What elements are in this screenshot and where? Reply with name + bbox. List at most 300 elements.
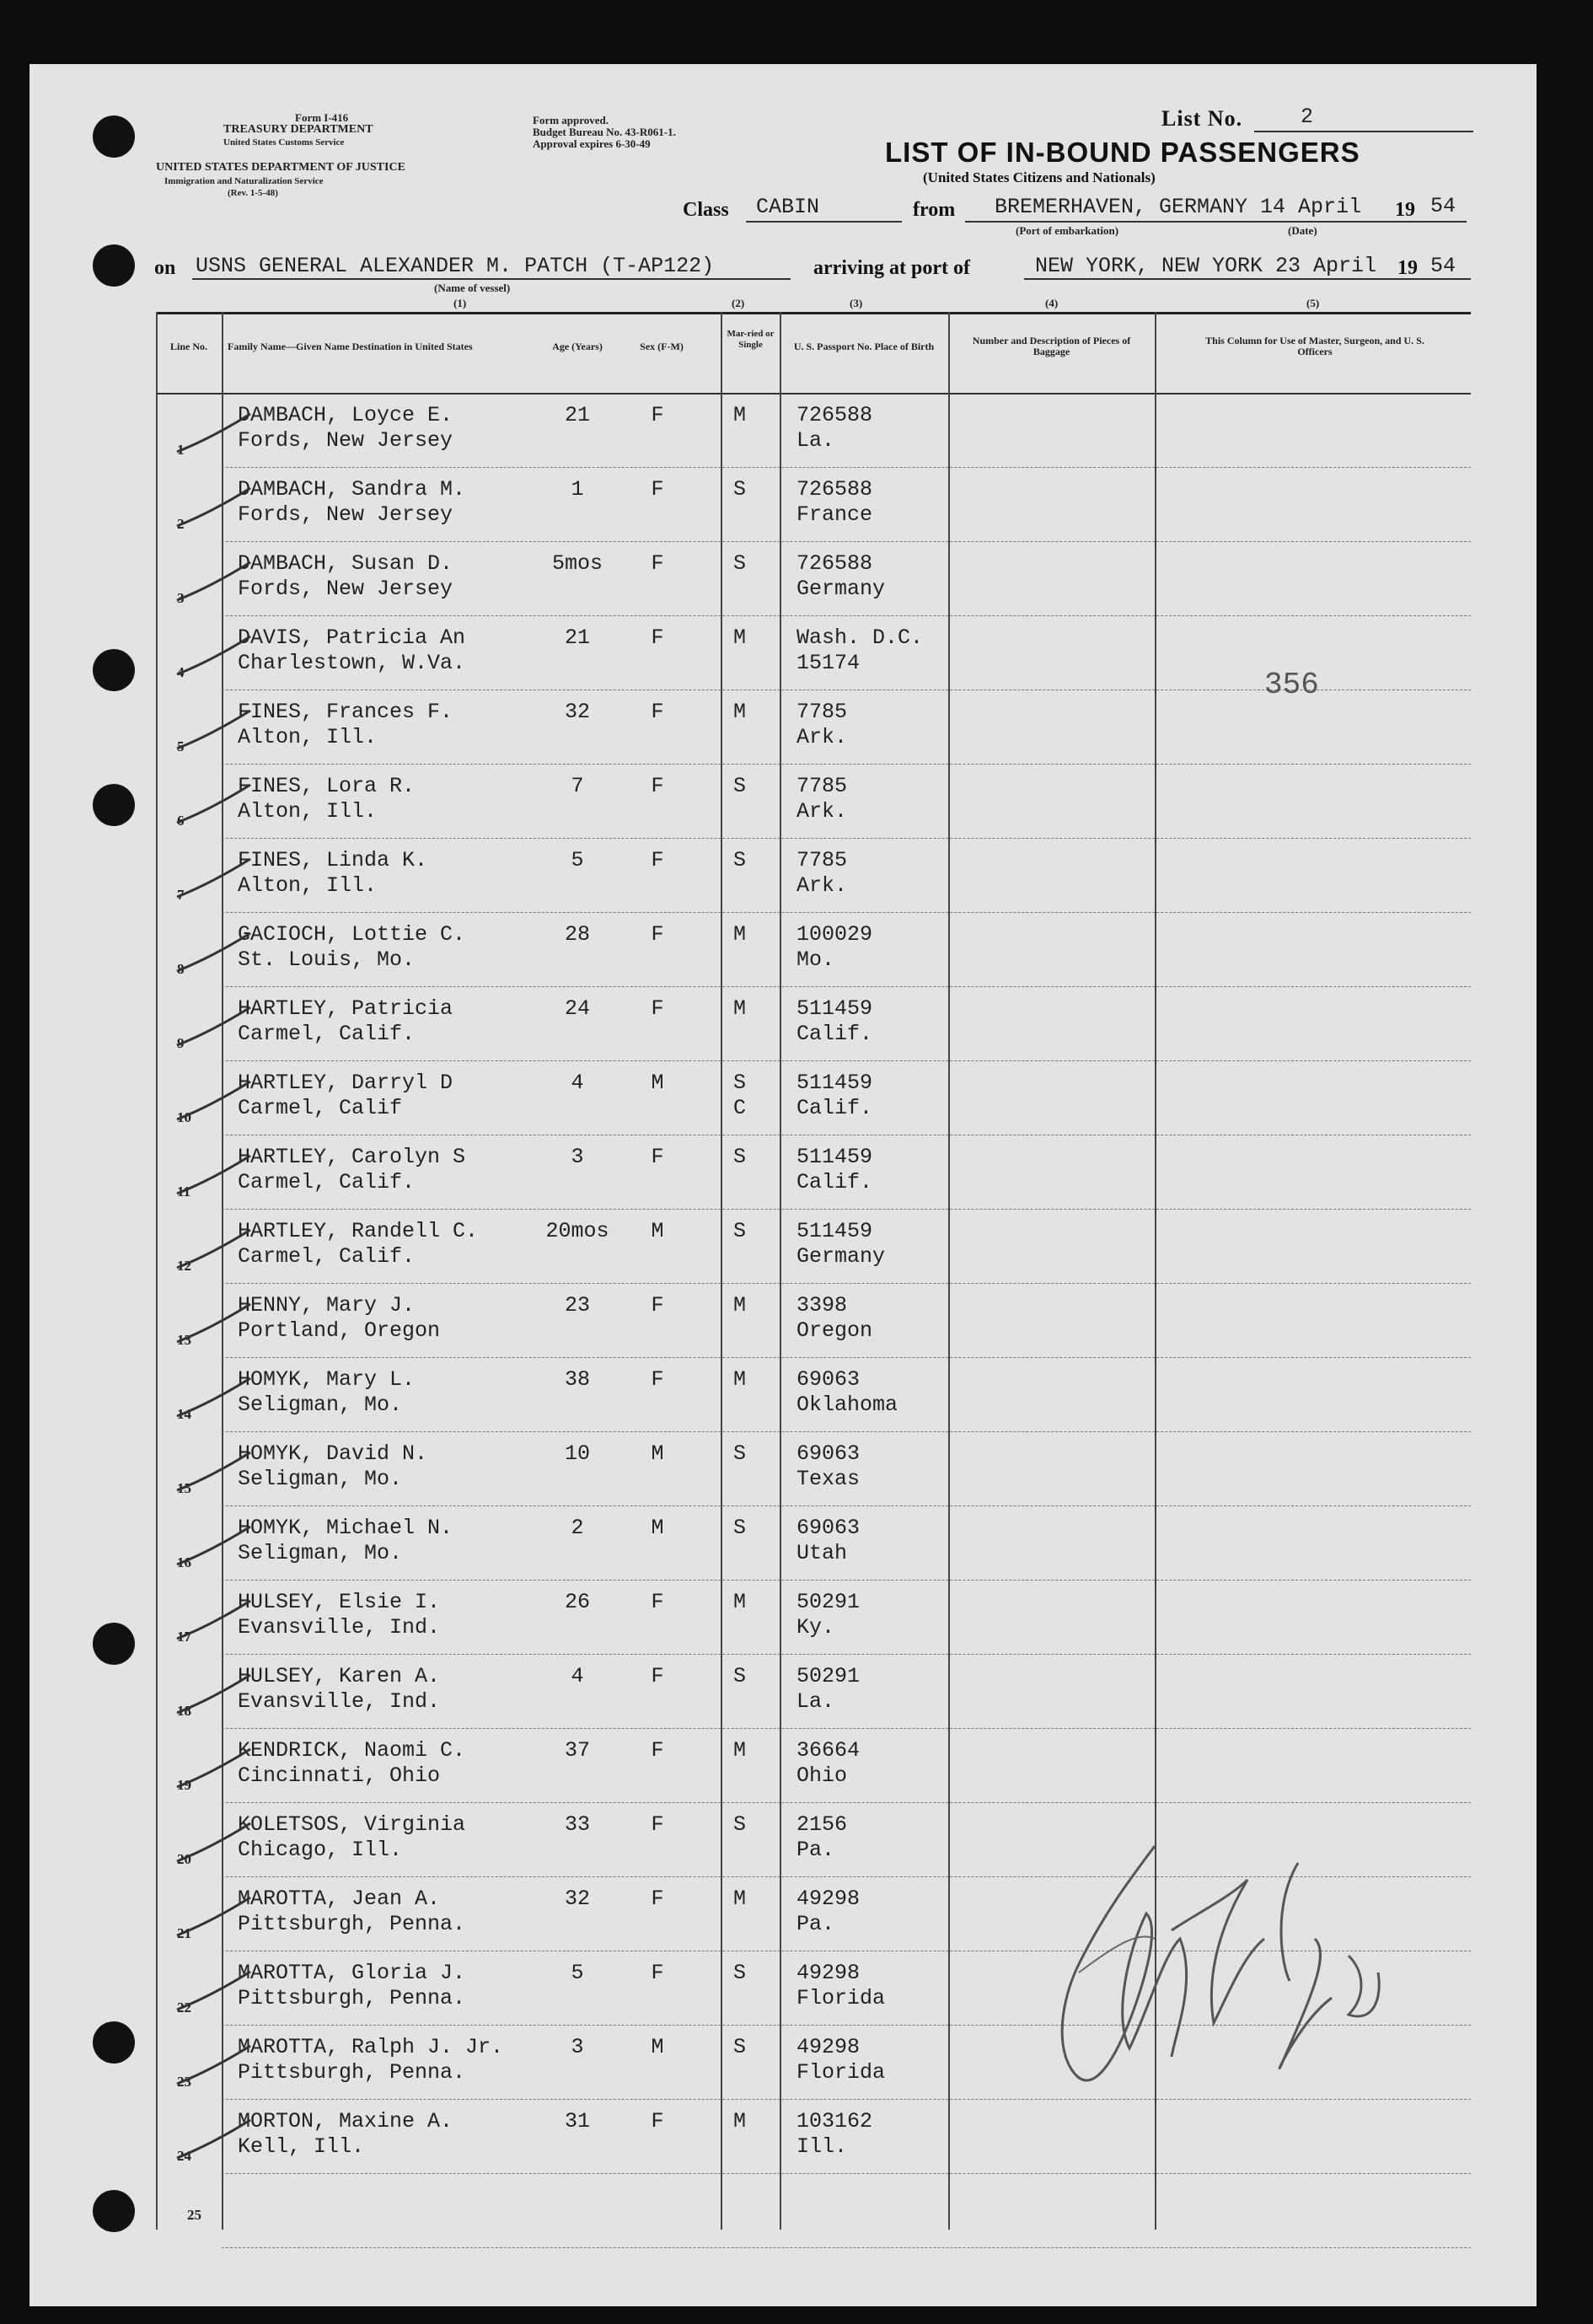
line-number: 5 xyxy=(177,738,185,754)
passenger-sex: F xyxy=(651,848,664,872)
table-row xyxy=(0,1654,1593,1728)
line-number: 21 xyxy=(177,1925,191,1941)
col-header-sex: Sex (F-M) xyxy=(640,341,684,352)
table-row xyxy=(0,1580,1593,1654)
page-title: LIST OF IN-BOUND PASSENGERS xyxy=(885,137,1360,168)
passport-number: 511459 xyxy=(796,1071,873,1095)
passenger-destination: Evansville, Ind. xyxy=(238,1615,441,1640)
passenger-age: 21 xyxy=(564,403,590,427)
passenger-marital-note: C xyxy=(732,1096,746,1120)
year-2: 54 xyxy=(1430,254,1456,278)
row-divider xyxy=(222,615,1471,616)
passenger-destination: Seligman, Mo. xyxy=(238,1393,403,1417)
passenger-destination: Alton, Ill. xyxy=(238,725,378,749)
passenger-destination: Portland, Oregon xyxy=(238,1318,441,1343)
line-number: 20 xyxy=(177,1851,191,1867)
col-header-line-no: Line No. xyxy=(169,341,207,352)
passenger-sex: M xyxy=(651,1071,664,1095)
passenger-name: GACIOCH, Lottie C. xyxy=(238,922,466,947)
col-header-passport: U. S. Passport No. Place of Birth xyxy=(793,341,935,352)
passenger-marital: M xyxy=(732,2109,746,2133)
passenger-marital: M xyxy=(732,922,746,947)
line-number: 2 xyxy=(177,516,185,532)
place-of-birth: Oklahoma xyxy=(796,1393,898,1417)
place-of-birth: Pa. xyxy=(796,1912,835,1936)
passenger-name: HARTLEY, Carolyn S xyxy=(238,1145,466,1169)
passenger-name: HARTLEY, Patricia xyxy=(238,996,453,1021)
arriving-label: arriving at port of xyxy=(813,257,970,279)
passenger-marital: M xyxy=(732,1887,746,1911)
passenger-name: HULSEY, Karen A. xyxy=(238,1664,441,1688)
passenger-destination: Evansville, Ind. xyxy=(238,1689,441,1714)
line-number: 6 xyxy=(177,813,185,829)
passenger-destination: Pittsburgh, Penna. xyxy=(238,2060,466,2085)
table-row xyxy=(0,1060,1593,1135)
passenger-sex: F xyxy=(651,477,664,502)
line-number: 14 xyxy=(177,1406,191,1422)
place-of-birth: France xyxy=(796,502,873,527)
line-number: 12 xyxy=(177,1258,191,1274)
passenger-marital: S xyxy=(732,551,746,576)
passenger-destination: Alton, Ill. xyxy=(238,799,378,824)
approval-2: Budget Bureau No. 43-R061-1. xyxy=(533,126,676,138)
passenger-sex: M xyxy=(651,1219,664,1243)
row-divider xyxy=(222,1357,1471,1358)
passenger-name: FINES, Frances F. xyxy=(238,700,453,724)
passenger-destination: St. Louis, Mo. xyxy=(238,947,416,972)
passenger-sex: F xyxy=(651,1961,664,1985)
passenger-name: HOMYK, Michael N. xyxy=(238,1516,453,1540)
place-of-birth: Ill. xyxy=(796,2134,848,2159)
row-divider xyxy=(222,1580,1471,1581)
passenger-destination: Carmel, Calif xyxy=(238,1096,403,1120)
row-divider xyxy=(222,1728,1471,1729)
vessel-col-no: (1) xyxy=(453,297,467,309)
justice-line-2: Immigration and Naturalization Service xyxy=(164,176,324,186)
col-header-age: Age (Years) xyxy=(552,341,603,352)
passenger-marital: M xyxy=(732,996,746,1021)
col-num-5: (5) xyxy=(1306,297,1320,309)
row-divider xyxy=(222,1802,1471,1803)
table-row xyxy=(0,1209,1593,1283)
passenger-sex: F xyxy=(651,774,664,798)
row-divider xyxy=(222,1283,1471,1284)
signature-icon xyxy=(1028,1829,1399,2150)
passenger-marital: M xyxy=(732,1293,746,1318)
line-number: 24 xyxy=(177,2148,191,2164)
passport-number: 103162 xyxy=(796,2109,873,2133)
col-num-4: (4) xyxy=(1045,297,1059,309)
binder-hole-icon xyxy=(93,2190,135,2232)
passenger-name: FINES, Lora R. xyxy=(238,774,416,798)
approval-3: Approval expires 6-30-49 xyxy=(533,137,651,150)
passenger-destination: Carmel, Calif. xyxy=(238,1170,416,1194)
passenger-age: 28 xyxy=(564,922,590,947)
passenger-age: 23 xyxy=(564,1293,590,1318)
passenger-age: 4 xyxy=(571,1071,584,1095)
row-divider xyxy=(222,912,1471,913)
col-header-baggage: Number and Description of Pieces of Baggage xyxy=(972,335,1131,357)
passenger-marital: S xyxy=(732,1516,746,1540)
passenger-name: MORTON, Maxine A. xyxy=(238,2109,453,2133)
passenger-name: DAMBACH, Loyce E. xyxy=(238,403,453,427)
passport-number: 2156 xyxy=(796,1812,848,1837)
passenger-age: 24 xyxy=(564,996,590,1021)
check-mark-icon xyxy=(173,1745,253,1791)
passenger-age: 21 xyxy=(564,625,590,650)
line-number: 8 xyxy=(177,961,185,977)
passenger-sex: F xyxy=(651,1812,664,1837)
col-num-2: (2) xyxy=(732,297,745,309)
check-mark-icon xyxy=(173,781,253,827)
passport-number: 511459 xyxy=(796,1145,873,1169)
place-of-birth: Germany xyxy=(796,577,886,601)
passenger-sex: M xyxy=(651,1516,664,1540)
passenger-age: 3 xyxy=(571,1145,584,1169)
row-divider xyxy=(222,1431,1471,1432)
passenger-name: DAVIS, Patricia An xyxy=(238,625,466,650)
passenger-sex: F xyxy=(651,1590,664,1614)
passenger-marital: S xyxy=(732,774,746,798)
passenger-sex: F xyxy=(651,1367,664,1392)
passenger-name: HULSEY, Elsie I. xyxy=(238,1590,441,1614)
table-row xyxy=(0,1728,1593,1802)
passenger-name: MAROTTA, Jean A. xyxy=(238,1887,441,1911)
row-divider xyxy=(222,2173,1471,2174)
list-no-label: List No. xyxy=(1161,106,1243,131)
place-of-birth: Oregon xyxy=(796,1318,873,1343)
binder-hole-icon xyxy=(93,115,135,158)
passport-number: 3398 xyxy=(796,1293,848,1318)
col-num-3: (3) xyxy=(850,297,863,309)
passenger-name: KOLETSOS, Virginia xyxy=(238,1812,466,1837)
passenger-sex: M xyxy=(651,1441,664,1466)
check-mark-icon xyxy=(173,1819,253,1865)
arrival-port-date: NEW YORK, NEW YORK 23 April xyxy=(1035,254,1377,278)
passenger-marital: S xyxy=(732,1441,746,1466)
col-header-married: Mar-ried or Single xyxy=(727,329,775,350)
approval-1: Form approved. xyxy=(533,114,609,126)
place-of-birth: Utah xyxy=(796,1541,848,1565)
place-of-birth: Texas xyxy=(796,1467,861,1491)
table-row xyxy=(0,615,1593,690)
line-number: 15 xyxy=(177,1480,191,1496)
passenger-name: HARTLEY, Randell C. xyxy=(238,1219,479,1243)
passenger-destination: Alton, Ill. xyxy=(238,873,378,898)
passenger-marital: S xyxy=(732,848,746,872)
passport-number: 7785 xyxy=(796,700,848,724)
check-mark-icon xyxy=(173,2042,253,2088)
passenger-sex: F xyxy=(651,1738,664,1763)
passenger-name: DAMBACH, Sandra M. xyxy=(238,477,466,502)
check-mark-icon xyxy=(173,410,253,456)
justice-line-1: UNITED STATES DEPARTMENT OF JUSTICE xyxy=(156,161,405,174)
row-divider xyxy=(222,1060,1471,1061)
passenger-destination: Seligman, Mo. xyxy=(238,1467,403,1491)
passenger-destination: Fords, New Jersey xyxy=(238,502,453,527)
list-no-value: 2 xyxy=(1301,105,1314,129)
passport-number: 50291 xyxy=(796,1590,861,1614)
line-number: 13 xyxy=(177,1332,191,1348)
passenger-age: 1 xyxy=(571,477,584,502)
place-of-birth: Germany xyxy=(796,1244,886,1269)
passenger-destination: Kell, Ill. xyxy=(238,2134,365,2159)
check-mark-icon xyxy=(173,1967,253,2014)
port-embark-caption: (Port of embarkation) xyxy=(1016,224,1119,237)
line-number: 1 xyxy=(177,442,185,458)
passenger-marital: M xyxy=(732,1367,746,1392)
check-mark-icon xyxy=(173,1226,253,1272)
line-number: 19 xyxy=(177,1777,191,1793)
passenger-age: 26 xyxy=(564,1590,590,1614)
check-mark-icon xyxy=(173,1151,253,1198)
last-line-number: 25 xyxy=(187,2207,201,2223)
passenger-age: 3 xyxy=(571,2035,584,2059)
check-mark-icon xyxy=(173,2116,253,2162)
row-divider xyxy=(222,986,1471,987)
binder-hole-icon xyxy=(93,244,135,287)
place-of-birth: Mo. xyxy=(796,947,835,972)
passenger-destination: Chicago, Ill. xyxy=(238,1838,403,1862)
passenger-age: 5 xyxy=(571,848,584,872)
passenger-age: 37 xyxy=(564,1738,590,1763)
passport-number: 69063 xyxy=(796,1516,861,1540)
passport-number: 7785 xyxy=(796,774,848,798)
check-mark-icon xyxy=(173,1003,253,1049)
passenger-marital: M xyxy=(732,1738,746,1763)
passport-number: 69063 xyxy=(796,1441,861,1466)
passenger-destination: Seligman, Mo. xyxy=(238,1541,403,1565)
place-of-birth: Calif. xyxy=(796,1096,873,1120)
row-divider xyxy=(222,2247,1471,2248)
place-of-birth: Calif. xyxy=(796,1022,873,1046)
check-mark-icon xyxy=(173,1374,253,1420)
table-row xyxy=(0,1283,1593,1357)
passenger-sex: F xyxy=(651,1293,664,1318)
line-number: 16 xyxy=(177,1554,191,1570)
passport-number: 49298 xyxy=(796,1961,861,1985)
row-divider xyxy=(222,541,1471,542)
passport-number: 7785 xyxy=(796,848,848,872)
place-of-birth: Ark. xyxy=(796,873,848,898)
passenger-sex: F xyxy=(651,1664,664,1688)
line-number: 23 xyxy=(177,2074,191,2090)
date-caption: (Date) xyxy=(1288,224,1317,237)
check-mark-icon xyxy=(173,929,253,975)
dept-line-1: TREASURY DEPARTMENT xyxy=(223,123,373,136)
passport-number: 511459 xyxy=(796,996,873,1021)
year-prefix-1: 19 xyxy=(1395,199,1415,221)
passenger-sex: F xyxy=(651,700,664,724)
check-mark-icon xyxy=(173,484,253,530)
table-row xyxy=(0,764,1593,838)
passenger-age: 32 xyxy=(564,1887,590,1911)
line-number: 22 xyxy=(177,1999,191,2015)
table-row xyxy=(0,986,1593,1060)
check-mark-icon xyxy=(173,1522,253,1569)
passenger-destination: Carmel, Calif. xyxy=(238,1244,416,1269)
place-of-birth: La. xyxy=(796,1689,835,1714)
passenger-age: 5 xyxy=(571,1961,584,1985)
form-number: Form I-416 xyxy=(295,111,349,124)
table-row xyxy=(0,838,1593,912)
passenger-age: 20mos xyxy=(545,1219,609,1243)
passport-number: 511459 xyxy=(796,1219,873,1243)
table-row xyxy=(0,1431,1593,1506)
line-number: 17 xyxy=(177,1629,191,1645)
check-mark-icon xyxy=(173,706,253,753)
passenger-name: FINES, Linda K. xyxy=(238,848,428,872)
passenger-marital: S xyxy=(732,1071,746,1095)
table-row xyxy=(0,1506,1593,1580)
passenger-marital: M xyxy=(732,403,746,427)
year-1: 54 xyxy=(1430,194,1456,218)
passenger-marital: S xyxy=(732,2035,746,2059)
col-header-name: Family Name—Given Name Destination in United States xyxy=(228,341,473,352)
passenger-marital: M xyxy=(732,625,746,650)
passenger-destination: Pittsburgh, Penna. xyxy=(238,1912,466,1936)
table-row xyxy=(0,467,1593,541)
passenger-marital: S xyxy=(732,477,746,502)
on-label: on xyxy=(154,257,176,279)
passenger-sex: M xyxy=(651,2035,664,2059)
passenger-name: HENNY, Mary J. xyxy=(238,1293,416,1318)
table-row xyxy=(0,912,1593,986)
passenger-sex: F xyxy=(651,625,664,650)
place-of-birth: Ark. xyxy=(796,799,848,824)
passenger-age: 31 xyxy=(564,2109,590,2133)
place-of-birth: 15174 xyxy=(796,651,861,675)
passport-number: 49298 xyxy=(796,2035,861,2059)
row-divider xyxy=(222,1654,1471,1655)
from-label: from xyxy=(913,199,956,221)
passenger-age: 33 xyxy=(564,1812,590,1837)
table-row xyxy=(0,393,1593,467)
passenger-marital: S xyxy=(732,1145,746,1169)
row-divider xyxy=(222,838,1471,839)
passport-number: 50291 xyxy=(796,1664,861,1688)
class-label: Class xyxy=(683,199,729,221)
passenger-name: KENDRICK, Naomi C. xyxy=(238,1738,466,1763)
line-number: 4 xyxy=(177,664,185,680)
col-header-officers: This Column for Use of Master, Surgeon, and U. S. Officers xyxy=(1205,335,1424,357)
passenger-marital: S xyxy=(732,1664,746,1688)
passenger-marital: S xyxy=(732,1812,746,1837)
year-prefix-2: 19 xyxy=(1397,257,1418,279)
passenger-name: MAROTTA, Gloria J. xyxy=(238,1961,466,1985)
line-number: 18 xyxy=(177,1703,191,1719)
justice-line-3: (Rev. 1-5-48) xyxy=(228,188,278,198)
row-divider xyxy=(222,1209,1471,1210)
passenger-sex: F xyxy=(651,1887,664,1911)
passport-number: 36664 xyxy=(796,1738,861,1763)
passenger-name: HARTLEY, Darryl D xyxy=(238,1071,453,1095)
passport-number: 49298 xyxy=(796,1887,861,1911)
row-divider xyxy=(222,467,1471,468)
check-mark-icon xyxy=(173,1077,253,1124)
check-mark-icon xyxy=(173,1300,253,1346)
check-mark-icon xyxy=(173,1893,253,1940)
passport-number: 100029 xyxy=(796,922,873,947)
passenger-age: 10 xyxy=(564,1441,590,1466)
line-number: 10 xyxy=(177,1109,191,1125)
passenger-marital: M xyxy=(732,700,746,724)
passenger-age: 7 xyxy=(571,774,584,798)
place-of-birth: Ky. xyxy=(796,1615,835,1640)
place-of-birth: La. xyxy=(796,428,835,453)
place-of-birth: Ohio xyxy=(796,1763,848,1788)
passenger-age: 38 xyxy=(564,1367,590,1392)
line-number: 3 xyxy=(177,590,185,606)
row-divider xyxy=(222,764,1471,765)
vessel-caption: (Name of vessel) xyxy=(434,282,511,294)
class-value: CABIN xyxy=(756,195,820,219)
passenger-age: 32 xyxy=(564,700,590,724)
passenger-destination: Fords, New Jersey xyxy=(238,577,453,601)
place-of-birth: Calif. xyxy=(796,1170,873,1194)
page-subtitle: (United States Citizens and Nationals) xyxy=(923,169,1156,185)
officer-annotation-356: 356 xyxy=(1264,668,1319,702)
passenger-destination: Pittsburgh, Penna. xyxy=(238,1986,466,2010)
check-mark-icon xyxy=(173,1597,253,1643)
check-mark-icon xyxy=(173,1671,253,1717)
passenger-sex: F xyxy=(651,551,664,576)
passenger-age: 2 xyxy=(571,1516,584,1540)
passport-number: 726588 xyxy=(796,551,873,576)
passenger-name: HOMYK, David N. xyxy=(238,1441,428,1466)
check-mark-icon xyxy=(173,632,253,679)
passenger-marital: S xyxy=(732,1961,746,1985)
passport-number: 69063 xyxy=(796,1367,861,1392)
passenger-destination: Carmel, Calif. xyxy=(238,1022,416,1046)
table-row xyxy=(0,1357,1593,1431)
passenger-marital: S xyxy=(732,1219,746,1243)
line-number: 9 xyxy=(177,1035,185,1051)
check-mark-icon xyxy=(173,1448,253,1495)
table-row xyxy=(0,1135,1593,1209)
passport-number: Wash. D.C. xyxy=(796,625,924,650)
place-of-birth: Pa. xyxy=(796,1838,835,1862)
check-mark-icon xyxy=(173,855,253,901)
passenger-name: DAMBACH, Susan D. xyxy=(238,551,453,576)
dept-line-2: United States Customs Service xyxy=(223,137,345,148)
table-row xyxy=(0,541,1593,615)
line-number: 11 xyxy=(177,1183,191,1200)
passenger-sex: F xyxy=(651,403,664,427)
place-of-birth: Florida xyxy=(796,1986,886,2010)
passenger-marital: M xyxy=(732,1590,746,1614)
passenger-sex: F xyxy=(651,2109,664,2133)
embark-port-date: BREMERHAVEN, GERMANY 14 April xyxy=(995,195,1362,219)
place-of-birth: Ark. xyxy=(796,725,848,749)
passenger-destination: Cincinnati, Ohio xyxy=(238,1763,441,1788)
passenger-age: 4 xyxy=(571,1664,584,1688)
passenger-name: HOMYK, Mary L. xyxy=(238,1367,416,1392)
passenger-name: MAROTTA, Ralph J. Jr. xyxy=(238,2035,504,2059)
place-of-birth: Florida xyxy=(796,2060,886,2085)
vessel-name: USNS GENERAL ALEXANDER M. PATCH (T-AP122) xyxy=(196,254,715,278)
passenger-age: 5mos xyxy=(551,551,603,576)
passenger-destination: Fords, New Jersey xyxy=(238,428,453,453)
passenger-sex: F xyxy=(651,922,664,947)
line-number: 7 xyxy=(177,887,185,903)
passenger-destination: Charlestown, W.Va. xyxy=(238,651,466,675)
passenger-sex: F xyxy=(651,996,664,1021)
table-row xyxy=(0,690,1593,764)
check-mark-icon xyxy=(173,558,253,604)
passport-number: 726588 xyxy=(796,477,873,502)
passenger-sex: F xyxy=(651,1145,664,1169)
